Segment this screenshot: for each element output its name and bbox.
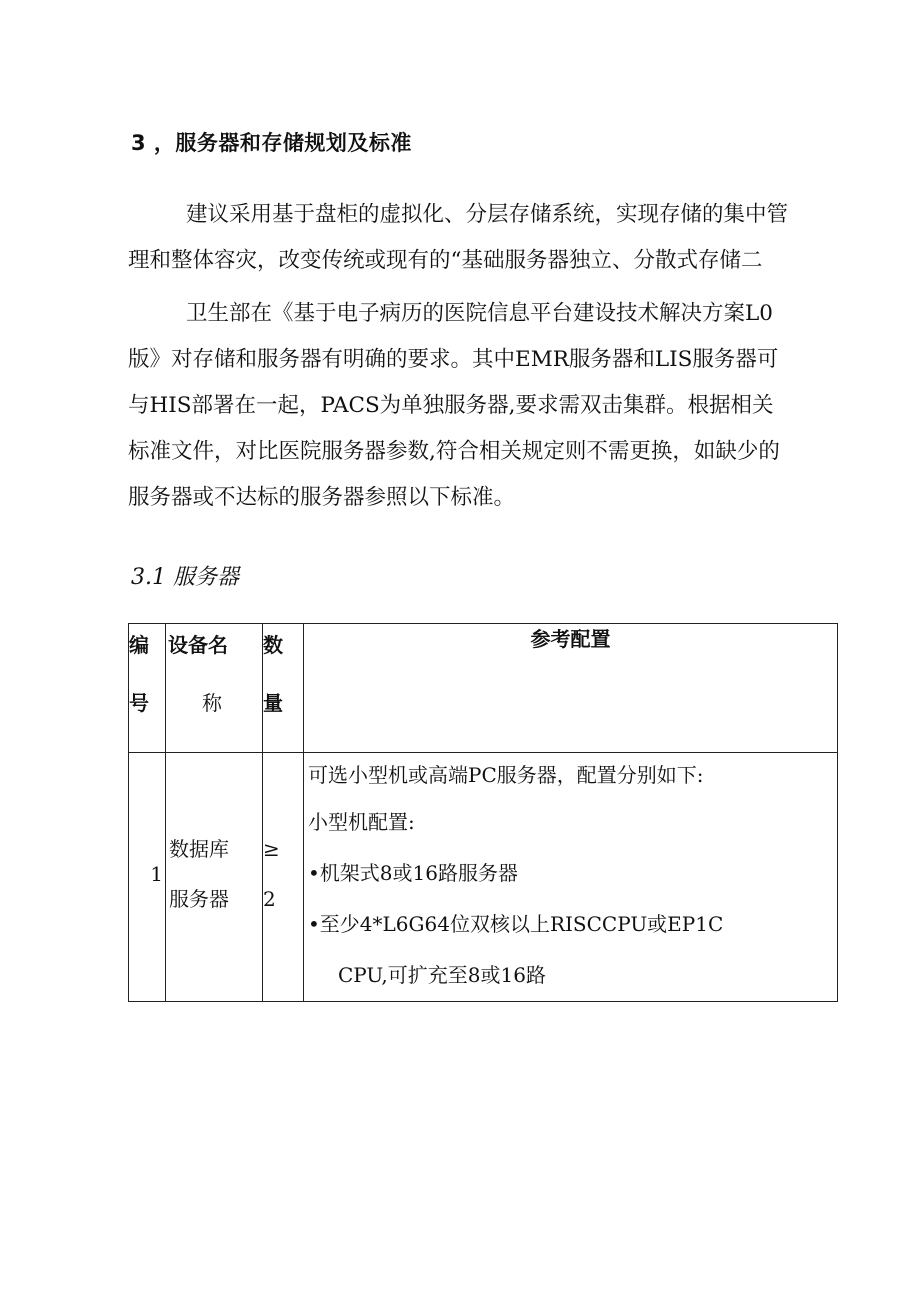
paragraph-requirements: [128, 291, 838, 521]
header-qty: [263, 624, 304, 753]
paragraph-line: 与HIS部署在一起，PACS为单独服务器,要求需双击集群。根据相关: [128, 393, 774, 418]
section-heading: 3 ，服务器和存储规划及标准: [131, 131, 412, 155]
paragraph-line: 建议采用基于盘柜的虚拟化、分层存储系统，实现存储的集中管: [186, 202, 789, 227]
header-no: [129, 624, 166, 753]
config-line: •至少4*L6G64位双核以上RISCCPU或EP1C: [308, 912, 724, 936]
header-name-bottom: 称: [202, 691, 222, 715]
paragraph-line: 版》对存储和服务器有明确的要求。其中EMR服务器和LIS服务器可: [128, 347, 779, 372]
header-qty-bottom: 量: [263, 691, 283, 715]
cell-name: [166, 753, 263, 1002]
paragraph-storage: [128, 192, 838, 284]
quantity-symbol: ≥: [263, 837, 280, 861]
header-name-top: 设备名: [168, 633, 228, 657]
header-config: 参考配置: [304, 624, 838, 753]
header-qty-top: 数: [263, 633, 283, 657]
config-line: CPU,可扩充至8或16路: [338, 963, 546, 987]
device-name-line: 服务器: [169, 887, 229, 911]
paragraph-line: 标准文件，对比医院服务器参数,符合相关规定则不需更换，如缺少的: [128, 439, 780, 464]
header-no-bottom: 号: [129, 691, 149, 715]
server-spec-table: [128, 623, 838, 1002]
cell-no: [129, 753, 166, 1002]
header-no-top: 编: [129, 633, 149, 657]
table-row: [129, 753, 838, 1002]
cell-config: [304, 753, 838, 1002]
config-line: •机架式8或16路服务器: [308, 861, 518, 885]
config-line: 小型机配置:: [308, 810, 415, 834]
row-number: 1: [150, 862, 163, 886]
quantity-value: 2: [263, 887, 276, 911]
table-header-row: [129, 624, 838, 753]
paragraph-line: 服务器或不达标的服务器参照以下标准。: [128, 485, 516, 510]
paragraph-line: 理和整体容灾，改变传统或现有的“基础服务器独立、分散式存储二: [128, 248, 763, 273]
cell-qty: [263, 753, 304, 1002]
subsection-heading: 3.1 服务器: [131, 565, 239, 590]
config-line: 可选小型机或高端PC服务器，配置分别如下:: [308, 763, 704, 787]
paragraph-line: 卫生部在《基于电子病历的医院信息平台建设技术解决方案L0: [186, 301, 773, 326]
device-name-line: 数据库: [169, 837, 229, 861]
header-name: [166, 624, 263, 753]
